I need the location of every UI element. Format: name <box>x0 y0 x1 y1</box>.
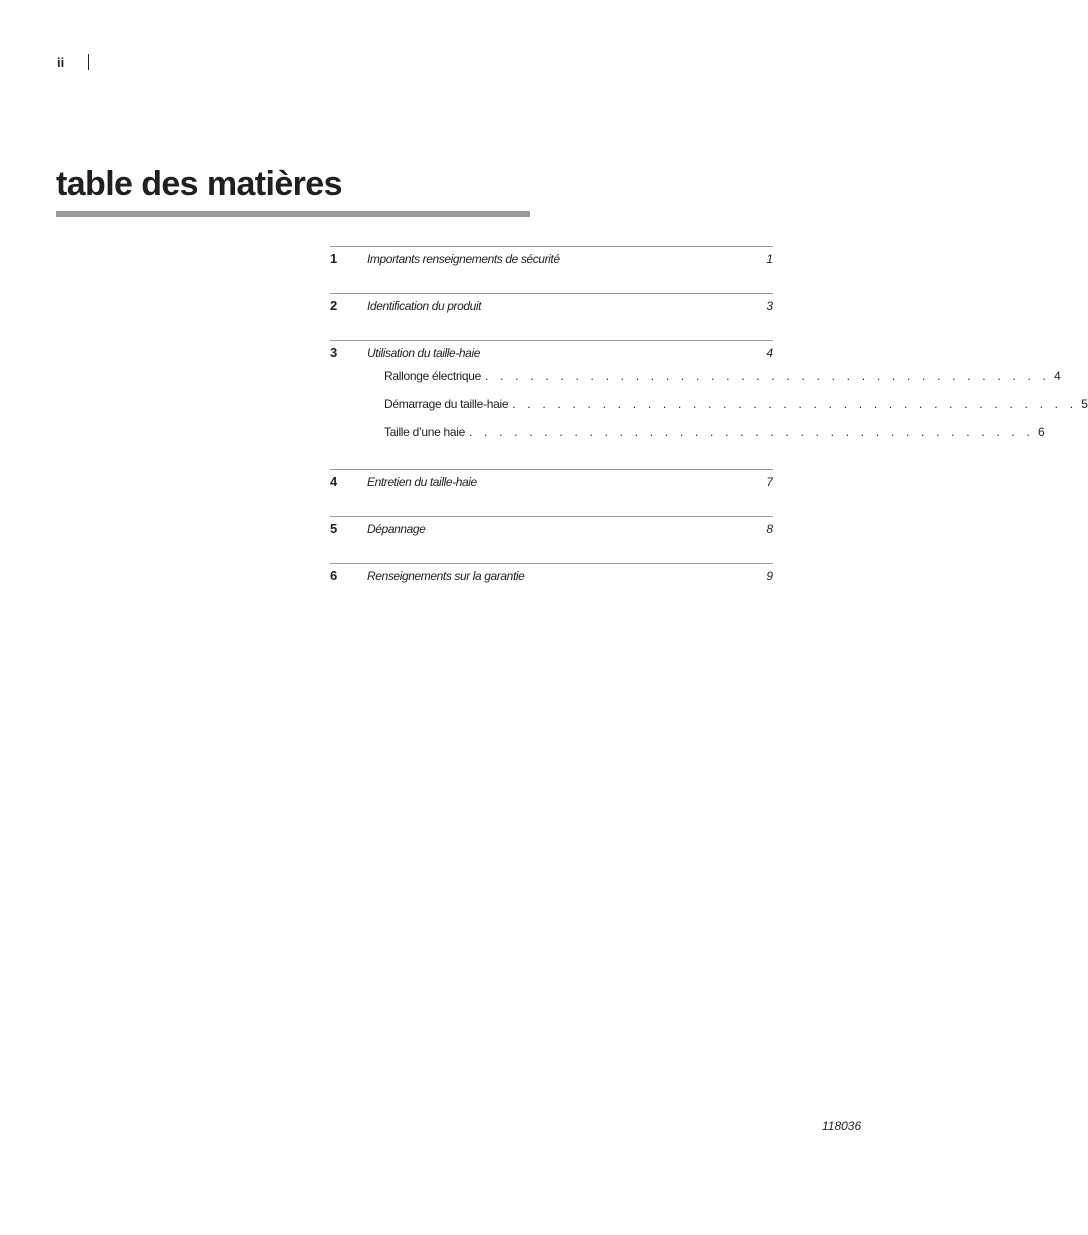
chapter-number: 3 <box>330 345 338 360</box>
chapter-page: 9 <box>766 569 773 583</box>
header-divider <box>88 54 89 70</box>
toc-chapter-1[interactable] <box>330 246 773 293</box>
section-page: 4 <box>1054 369 1061 383</box>
section-page: 5 <box>1081 397 1088 411</box>
table-of-contents <box>330 246 1088 592</box>
toc-section[interactable] <box>384 369 1061 397</box>
section-title[interactable]: Taille d’une haie <box>384 425 469 439</box>
section-page: 6 <box>1038 425 1045 439</box>
chapter-number: 4 <box>330 474 338 489</box>
toc-chapter-2[interactable] <box>330 293 773 340</box>
chapter-page: 1 <box>766 252 773 266</box>
dot-leader: . . . . . . . . . . . . . . . . . . . . . . . . . . . . . . . . . . . . . . <box>512 397 1078 411</box>
chapter-title[interactable]: Importants renseignements de sécurité <box>367 252 560 266</box>
dot-leader: . . . . . . . . . . . . . . . . . . . . . . . . . . . . . . . . . . . . . . <box>468 425 1035 439</box>
toc-section[interactable] <box>384 425 1045 453</box>
chapter-number: 1 <box>330 251 338 266</box>
page-header <box>57 53 89 71</box>
chapter-title[interactable]: Entretien du taille-haie <box>367 475 477 489</box>
title-rule <box>56 211 530 217</box>
chapter-title[interactable]: Utilisation du taille-haie <box>367 346 480 360</box>
section-title[interactable]: Démarrage du taille-haie <box>384 397 512 411</box>
dot-leader: . . . . . . . . . . . . . . . . . . . . . . . . . . . . . . . . . . . . . . <box>485 369 1051 383</box>
chapter-title[interactable]: Identification du produit <box>367 299 482 313</box>
chapter-number: 2 <box>330 298 338 313</box>
toc-chapter-3[interactable] <box>330 340 1088 469</box>
chapter-page: 4 <box>766 346 773 360</box>
chapter-sections <box>330 369 1088 469</box>
chapter-title[interactable]: Renseignements sur la garantie <box>367 569 525 583</box>
toc-section[interactable] <box>384 397 1088 425</box>
chapter-page: 8 <box>766 522 773 536</box>
chapter-title[interactable]: Dépannage <box>367 522 426 536</box>
page-title: table des matières <box>56 165 342 203</box>
document-code: 118036 <box>822 1119 862 1133</box>
toc-chapter-6[interactable] <box>330 563 773 592</box>
chapter-number: 6 <box>330 568 338 583</box>
toc-chapter-5[interactable] <box>330 516 773 563</box>
section-title[interactable]: Rallonge électrique <box>384 369 485 383</box>
page-number: ii <box>57 54 65 70</box>
chapter-number: 5 <box>330 521 338 536</box>
chapter-page: 3 <box>766 299 773 313</box>
toc-chapter-4[interactable] <box>330 469 773 516</box>
chapter-page: 7 <box>766 475 773 489</box>
